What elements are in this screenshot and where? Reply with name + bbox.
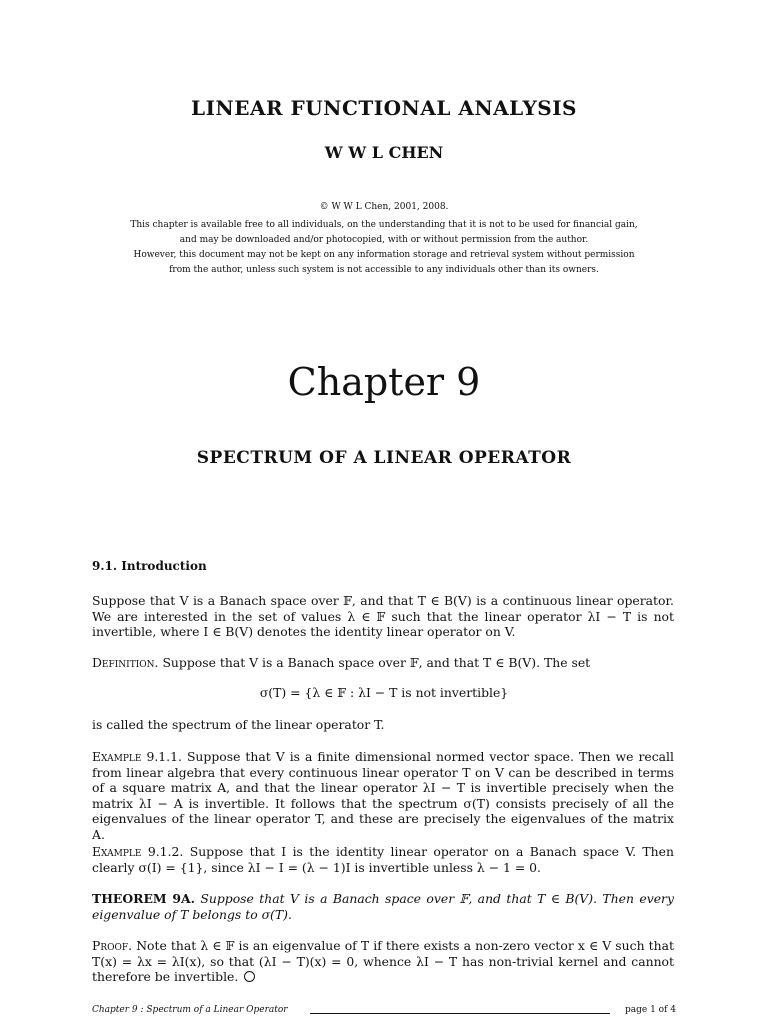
document-title: LINEAR FUNCTIONAL ANALYSIS	[191, 96, 577, 120]
section-heading: 9.1. Introduction	[92, 559, 207, 573]
theorem-text: Suppose that V is a Banach space over 𝔽, and that T ∈ B(V). Then every eigenvalue of T belongs to σ(T).	[92, 891, 674, 922]
example-paragraph	[92, 844, 674, 875]
definition-paragraph	[92, 655, 674, 671]
example-label: Example 9.1.1.	[92, 749, 182, 764]
proof-label: Proof.	[92, 938, 133, 953]
proof-text: Note that λ ∈ 𝔽 is an eigenvalue of T if there exists a non-zero vector x ∈ V such that T(x) = λx = λI(x), so that (λI − T)(x) = 0, whence λI − T has non-trivial kernel and cannot therefore be invertible.	[92, 938, 674, 985]
example-label: Example 9.1.2.	[92, 844, 184, 859]
spectrum-formula: σ(T) = {λ ∈ 𝔽 : λI − T is not invertible}	[259, 685, 509, 700]
page-footer	[92, 1005, 676, 1017]
copyright-line: However, this document may not be kept on any information storage and retrieval system without permission	[133, 250, 635, 260]
example-text: Suppose that I is the identity linear operator on a Banach space V. Then clearly σ(I) = {1}, since λI − I = (λ − 1)I is invertible unless λ − 1 = 0.	[92, 844, 674, 875]
definition-text: Suppose that V is a Banach space over 𝔽, and that T ∈ B(V). The set	[162, 655, 591, 670]
copyright-line: and may be downloaded and/or photocopied, with or without permission from the author.	[179, 235, 589, 245]
intro-paragraph: Suppose that V is a Banach space over 𝔽, and that T ∈ B(V) is a continuous linear operator. We are interested in the set of values λ ∈ 𝔽 such that the linear operator λI − T is not invertible, where I ∈ B(V) denotes the identity linear operator on V.	[92, 593, 674, 640]
footer-rule	[310, 1013, 610, 1014]
chapter-title: SPECTRUM OF A LINEAR OPERATOR	[196, 448, 572, 468]
author: W W L CHEN	[324, 143, 444, 162]
theorem-paragraph	[92, 891, 674, 922]
theorem-label: THEOREM 9A.	[92, 891, 195, 906]
copyright-line: This chapter is available free to all individuals, on the understanding that it is not to be used for financial gain,	[130, 220, 638, 230]
definition-label: Definition.	[92, 655, 159, 670]
qed-circle-icon	[244, 971, 255, 982]
copyright-notice: © W W L Chen, 2001, 2008.	[319, 202, 449, 212]
footer-chapter: Chapter 9 : Spectrum of a Linear Operator	[92, 1005, 288, 1015]
example-text: Suppose that V is a finite dimensional normed vector space. Then we recall from linear algebra that every continuous linear operator T on V can be described in terms of a square matrix A, and that the linear operator λI − T is invertible precisely when the matrix λI − A is invertible. It follows that the spectrum σ(T) consists precisely of all the eigenvalues of the linear operator T, and these are precisely the eigenvalues of the matrix A.	[92, 749, 674, 842]
spectrum-paragraph: is called the spectrum of the linear operator T.	[92, 717, 385, 732]
chapter-label: Chapter 9	[287, 360, 481, 404]
copyright-terms	[0, 218, 768, 278]
proof-paragraph	[92, 938, 674, 985]
copyright-line: from the author, unless such system is not accessible to any individuals other than its owners.	[169, 265, 599, 275]
page-number: page 1 of 4	[625, 1005, 676, 1015]
example-paragraph	[92, 749, 674, 843]
